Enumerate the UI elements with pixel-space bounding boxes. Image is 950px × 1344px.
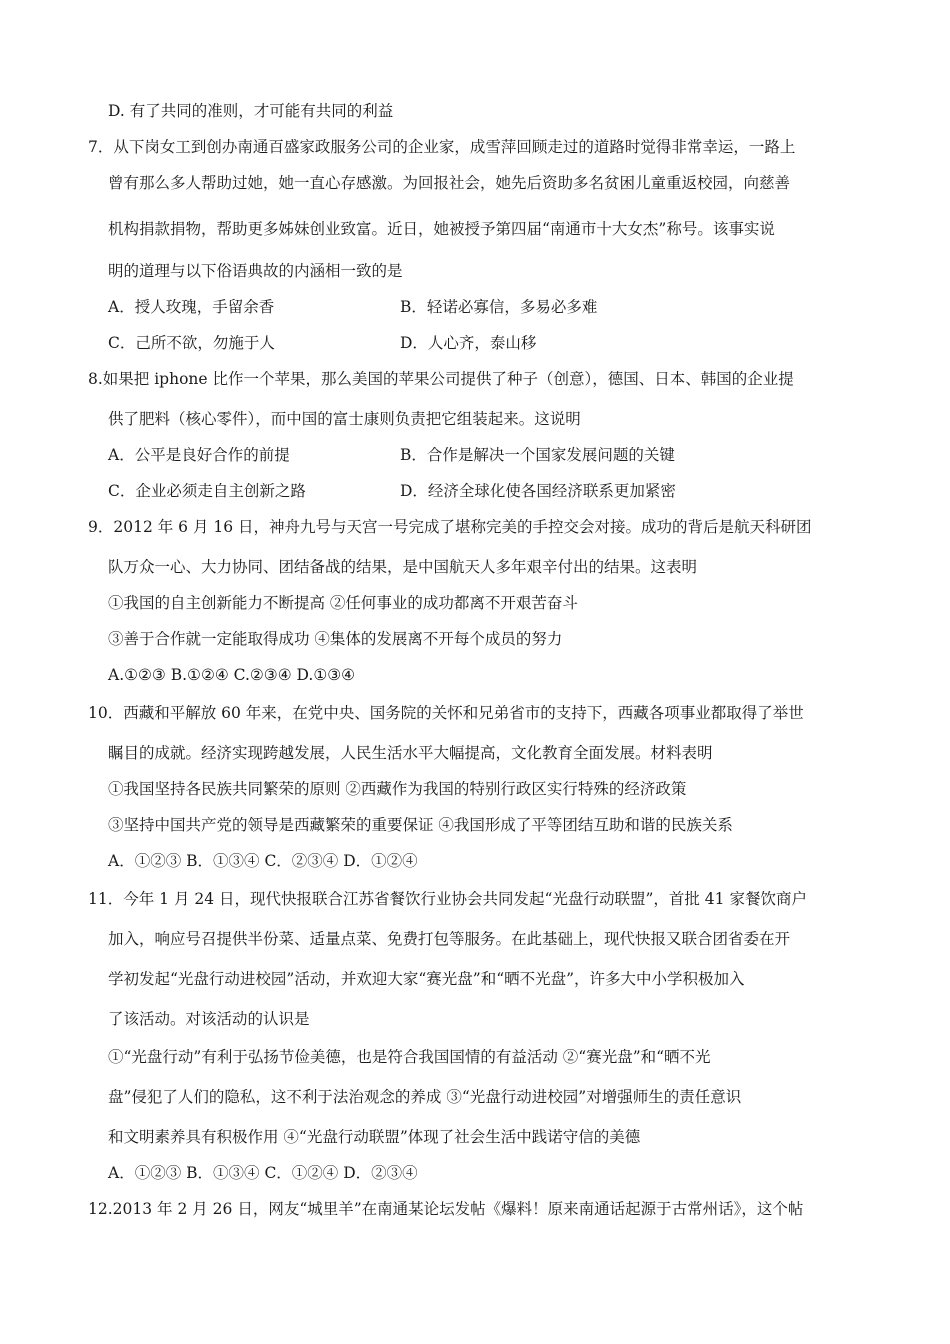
q10-statements-line-2: ③坚持中国共产党的领导是西藏繁荣的重要保证 ④我国形成了平等团结互助和谐的民族关系 bbox=[108, 816, 733, 834]
q10-text-line-2: 瞩目的成就。经济实现跨越发展，人民生活水平大幅提高，文化教育全面发展。材料表明 bbox=[108, 744, 713, 762]
q8-option-a: A．公平是良好合作的前提 bbox=[108, 446, 290, 464]
q7-option-d: D．人心齐，泰山移 bbox=[400, 334, 537, 352]
q7-text-line-3: 机构捐款捐物，帮助更多姊妹创业致富。近日，她被授予第四届“南通市十大女杰”称号。该事实说 bbox=[108, 220, 775, 238]
q12-text-line-1: 12.2013 年 2 月 26 日，网友“城里羊”在南通某论坛发帖《爆料！原来南通话起源于古常州话》，这个帖 bbox=[88, 1200, 804, 1218]
q9-text-line-1: 9．2012 年 6 月 16 日，神舟九号与天宫一号完成了堪称完美的手控交会对接。成功的背后是航天科研团 bbox=[88, 518, 812, 536]
q7-text-line-2: 曾有那么多人帮助过她，她一直心存感激。为回报社会，她先后资助多名贫困儿童重返校园，向慈善 bbox=[108, 174, 791, 192]
q6-option-d: D. 有了共同的准则，才可能有共同的利益 bbox=[108, 102, 394, 120]
q7-text-line-4: 明的道理与以下俗语典故的内涵相一致的是 bbox=[108, 262, 403, 280]
q11-text-line-3: 学初发起“光盘行动进校园”活动，并欢迎大家“赛光盘”和“晒不光盘”，许多大中小学积极加入 bbox=[108, 970, 745, 988]
q10-answers: A．①②③ B．①③④ C．②③④ D．①②④ bbox=[108, 852, 418, 870]
q11-statements-line-1: ①“光盘行动”有利于弘扬节俭美德，也是符合我国国情的有益活动 ②“赛光盘”和“晒不光 bbox=[108, 1048, 711, 1066]
q8-option-c: C．企业必须走自主创新之路 bbox=[108, 482, 306, 500]
q8-option-b: B．合作是解决一个国家发展问题的关键 bbox=[400, 446, 675, 464]
q8-option-d: D．经济全球化使各国经济联系更加紧密 bbox=[400, 482, 676, 500]
q10-text-line-1: 10．西藏和平解放 60 年来，在党中央、国务院的关怀和兄弟省市的支持下，西藏各项事业都取得了举世 bbox=[88, 704, 804, 722]
q7-option-a: A．授人玫瑰，手留余香 bbox=[108, 298, 275, 316]
q9-statements-line-1: ①我国的自主创新能力不断提高 ②任何事业的成功都离不开艰苦奋斗 bbox=[108, 594, 578, 612]
q11-answers: A．①②③ B．①③④ C．①②④ D．②③④ bbox=[108, 1164, 418, 1182]
q11-text-line-4: 了该活动。对该活动的认识是 bbox=[108, 1010, 310, 1028]
q7-text-line-1: 7．从下岗女工到创办南通百盛家政服务公司的企业家，成雪萍回顾走过的道路时觉得非常幸运，一路上 bbox=[88, 138, 796, 156]
q8-text-line-1: 8.如果把 iphone 比作一个苹果，那么美国的苹果公司提供了种子（创意），德国、日本、韩国的企业提 bbox=[88, 370, 794, 388]
q9-text-line-2: 队万众一心、大力协同、团结备战的结果，是中国航天人多年艰辛付出的结果。这表明 bbox=[108, 558, 698, 576]
q9-statements-line-2: ③善于合作就一定能取得成功 ④集体的发展离不开每个成员的努力 bbox=[108, 630, 563, 648]
q9-answers: A.①②③ B.①②④ C.②③④ D.①③④ bbox=[108, 666, 356, 684]
q8-text-line-2: 供了肥料（核心零件），而中国的富士康则负责把它组装起来。这说明 bbox=[108, 410, 581, 428]
q11-text-line-1: 11．今年 1 月 24 日，现代快报联合江苏省餐饮行业协会共同发起“光盘行动联盟”，首批 41 家餐饮商户 bbox=[88, 890, 807, 908]
q7-option-c: C．己所不欲，勿施于人 bbox=[108, 334, 275, 352]
q7-option-b: B．轻诺必寡信，多易必多难 bbox=[400, 298, 598, 316]
q11-statements-line-2: 盘”侵犯了人们的隐私，这不利于法治观念的养成 ③“光盘行动进校园”对增强师生的责任意识 bbox=[108, 1088, 742, 1106]
q11-text-line-2: 加入，响应号召提供半份菜、适量点菜、免费打包等服务。在此基础上，现代快报又联合团省委在开 bbox=[108, 930, 791, 948]
q11-statements-line-3: 和文明素养具有积极作用 ④“光盘行动联盟”体现了社会生活中践诺守信的美德 bbox=[108, 1128, 641, 1146]
q10-statements-line-1: ①我国坚持各民族共同繁荣的原则 ②西藏作为我国的特别行政区实行特殊的经济政策 bbox=[108, 780, 687, 798]
